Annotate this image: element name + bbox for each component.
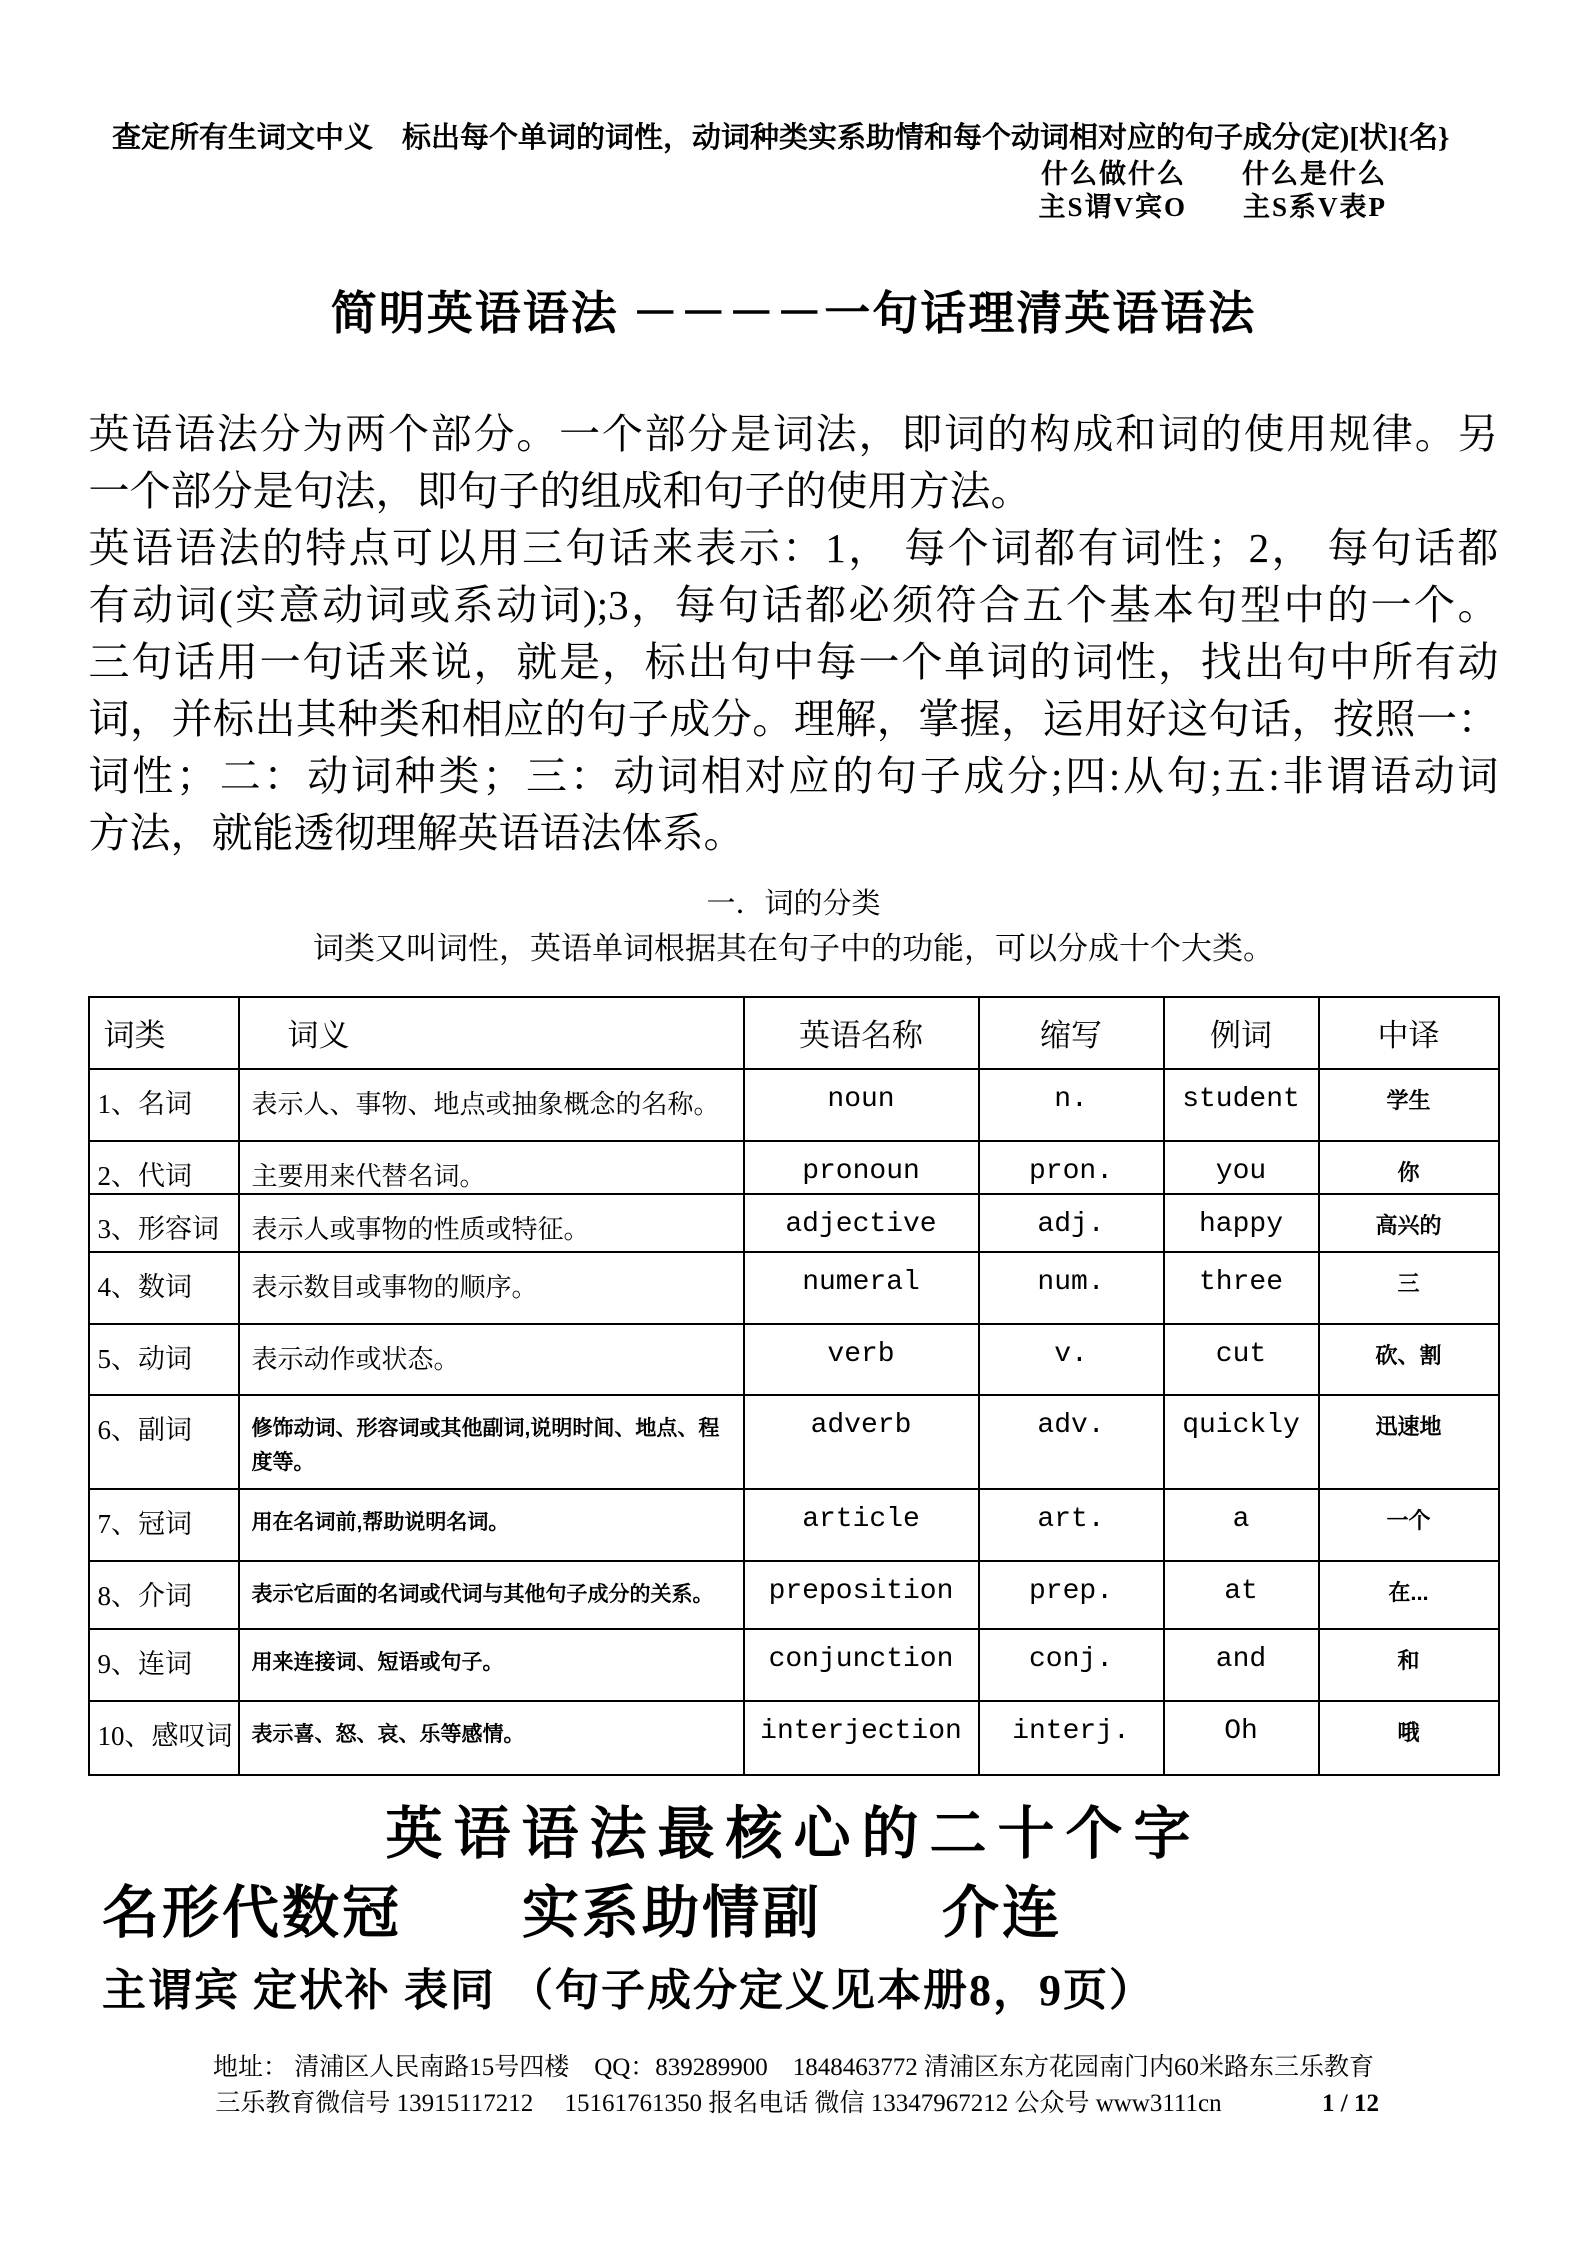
cell-english-name: noun (744, 1069, 979, 1141)
table-row (89, 1069, 1499, 1141)
cell-translation: 和 (1319, 1629, 1499, 1701)
section-heading: 一．词的分类 (706, 888, 881, 920)
paragraph-line: 方法，就能透彻理解英语语法体系。 (88, 810, 745, 856)
table-row (89, 1324, 1499, 1395)
annotation-header (0, 0, 1587, 224)
cell-example: at (1164, 1561, 1319, 1629)
annotation-what-is: 什么是什么 (1242, 159, 1387, 189)
annotation-svp: 主S系V表P (1242, 192, 1387, 222)
header-cell-english-name: 英语名称 (744, 997, 979, 1069)
cell-category: 6、副词 (89, 1395, 239, 1489)
table-row (89, 1395, 1499, 1489)
paragraph-line: 三句话用一句话来说，就是，标出句中每一个单词的词性，找出句中所有动 (88, 639, 1499, 685)
table-header-row (89, 997, 1499, 1069)
cell-category: 2、代词 (89, 1141, 239, 1194)
paragraph-line: 英语语法分为两个部分。一个部分是词法，即词的构成和词的使用规律。另 (88, 411, 1499, 457)
cell-category: 7、冠词 (89, 1489, 239, 1561)
cell-category: 3、形容词 (89, 1194, 239, 1252)
cell-category: 8、介词 (89, 1561, 239, 1629)
cell-meaning: 主要用来代替名词。 (239, 1141, 744, 1194)
header-cell-example: 例词 (1164, 997, 1319, 1069)
table-row (89, 1141, 1499, 1194)
cell-abbreviation: n. (979, 1069, 1164, 1141)
cell-example: happy (1164, 1194, 1319, 1252)
cell-meaning: 表示它后面的名词或代词与其他句子成分的关系。 (239, 1561, 744, 1629)
cell-example: a (1164, 1489, 1319, 1561)
paragraph-line: 词性；二：动词种类；三：动词相对应的句子成分;四:从句;五:非谓语动词 (88, 753, 1499, 799)
word-classes-table (88, 996, 1500, 1776)
cell-english-name: article (744, 1489, 979, 1561)
cell-abbreviation: adv. (979, 1395, 1164, 1489)
paragraph-line: 英语语法的特点可以用三句话来表示：1， 每个词都有词性；2， 每句话都 (88, 525, 1499, 571)
cell-example: three (1164, 1252, 1319, 1324)
cell-meaning: 表示人、事物、地点或抽象概念的名称。 (239, 1069, 744, 1141)
cell-translation: 哦 (1319, 1701, 1499, 1775)
cell-example: and (1164, 1629, 1319, 1701)
cell-example: quickly (1164, 1395, 1319, 1489)
cell-example: Oh (1164, 1701, 1319, 1775)
cell-abbreviation: conj. (979, 1629, 1164, 1701)
cell-abbreviation: art. (979, 1489, 1164, 1561)
cell-example: student (1164, 1069, 1319, 1141)
cell-english-name: numeral (744, 1252, 979, 1324)
cell-category: 5、动词 (89, 1324, 239, 1395)
page-number: 1 / 12 (1322, 2090, 1379, 2117)
cell-translation: 学生 (1319, 1069, 1499, 1141)
cell-meaning: 表示动作或状态。 (239, 1324, 744, 1395)
section-subtitle: 词类又叫词性，英语单词根据其在句子中的功能，可以分成十个大类。 (313, 931, 1274, 966)
cell-category: 1、名词 (89, 1069, 239, 1141)
footer-line-1: 地址： 清浦区人民南路15号四楼 QQ：839289900 1848463772 清浦区东方花园南门内60米路东三乐教育 (212, 2054, 1375, 2081)
cell-abbreviation: v. (979, 1324, 1164, 1395)
cell-meaning: 表示数目或事物的顺序。 (239, 1252, 744, 1324)
table-row (89, 1701, 1499, 1775)
table-row (89, 1252, 1499, 1324)
cell-abbreviation: adj. (979, 1194, 1164, 1252)
footer-contact-text: 三乐教育微信号 13915117212 15161761350 报名电话 微信 13347967212 公众号 www3111cn (215, 2090, 1222, 2117)
table-row (89, 1194, 1499, 1252)
cell-abbreviation: interj. (979, 1701, 1164, 1775)
cell-translation: 迅速地 (1319, 1395, 1499, 1489)
cell-translation: 三 (1319, 1252, 1499, 1324)
cell-translation: 在... (1319, 1561, 1499, 1629)
footer-line-2 (0, 2086, 1587, 2122)
cell-meaning: 用在名词前,帮助说明名词。 (239, 1489, 744, 1561)
core-components-line: 主谓宾 定状补 表同 （句子成分定义见本册8，9页） (102, 1966, 1155, 2015)
paragraph-line: 一个部分是句法，即句子的组成和句子的使用方法。 (88, 468, 1032, 514)
cell-category: 9、连词 (89, 1629, 239, 1701)
cell-meaning: 修饰动词、形容词或其他副词,说明时间、地点、程度等。 (239, 1395, 744, 1489)
table-row (89, 1629, 1499, 1701)
core-words-line: 名形代数冠 实系助情副 介连 (102, 1882, 1062, 1945)
cell-meaning: 表示人或事物的性质或特征。 (239, 1194, 744, 1252)
cell-category: 10、感叹词 (89, 1701, 239, 1775)
header-cell-meaning: 词义 (239, 997, 744, 1069)
cell-example: cut (1164, 1324, 1319, 1395)
core-heading: 英语语法最核心的二十个字 (385, 1803, 1202, 1866)
cell-translation: 一个 (1319, 1489, 1499, 1561)
page-title: 简明英语语法 －－－－一句话理清英语语法 (330, 288, 1257, 339)
cell-example: you (1164, 1141, 1319, 1194)
cell-english-name: interjection (744, 1701, 979, 1775)
paragraph-line: 词，并标出其种类和相应的句子成分。理解，掌握，运用好这句话，按照一： (88, 696, 1499, 742)
cell-abbreviation: num. (979, 1252, 1164, 1324)
annotation-line-3 (0, 191, 1587, 224)
cell-abbreviation: pron. (979, 1141, 1164, 1194)
cell-category: 4、数词 (89, 1252, 239, 1324)
annotation-line-2 (0, 158, 1587, 191)
header-cell-abbreviation: 缩写 (979, 997, 1164, 1069)
header-cell-translation: 中译 (1319, 997, 1499, 1069)
annotation-svo: 主S谓V宾O (1038, 192, 1187, 222)
annotation-what-does: 什么做什么 (1041, 159, 1186, 189)
cell-meaning: 表示喜、怒、哀、乐等感情。 (239, 1701, 744, 1775)
cell-english-name: adverb (744, 1395, 979, 1489)
cell-translation: 砍、割 (1319, 1324, 1499, 1395)
cell-english-name: verb (744, 1324, 979, 1395)
cell-english-name: conjunction (744, 1629, 979, 1701)
annotation-line-1: 查定所有生词文中义 标出每个单词的词性，动词种类实系助情和每个动词相对应的句子成分(定)[状]{名} (112, 122, 1450, 154)
cell-english-name: adjective (744, 1194, 979, 1252)
cell-translation: 你 (1319, 1141, 1499, 1194)
cell-abbreviation: prep. (979, 1561, 1164, 1629)
cell-translation: 高兴的 (1319, 1194, 1499, 1252)
cell-english-name: pronoun (744, 1141, 979, 1194)
table-row (89, 1489, 1499, 1561)
intro-paragraph (89, 406, 1499, 862)
header-cell-category: 词类 (89, 997, 239, 1069)
cell-meaning: 用来连接词、短语或句子。 (239, 1629, 744, 1701)
cell-english-name: preposition (744, 1561, 979, 1629)
paragraph-line: 有动词(实意动词或系动词);3，每句话都必须符合五个基本句型中的一个。 (88, 582, 1499, 628)
page-footer (0, 2050, 1587, 2122)
table-row (89, 1561, 1499, 1629)
